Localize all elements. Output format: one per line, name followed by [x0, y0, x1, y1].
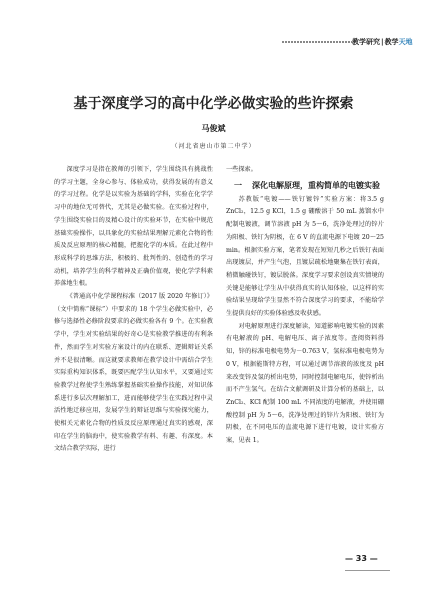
- body-paragraph: 《普通高中化学课程标准（2017 版 2020 年修订）》（文中简称“课标”）中要求的 18 个学生必做实验中，必修与选择性必修阶段要求的必做实验各有 9 个。在实验教学中，学生对实验结果的好奇心是实验教学推进的有利条件，然而学生对实验方案设计的内在联系、逻辑辩证关系并不是很清晰。而这就要求教师在教学设计中需结合学生实际重构知识体系，既要匹配学生认知水平，又要通过实验教学过程使学生熟练掌握基础实验操作技能，对知识体系进行多层次理解加工，进而能够使学生在实践过程中灵活性地迁移应用，发展学生的辩证思维与实验探究能力，使相关元素化合物的性质及反应原理通过真实的感观，深印在学生的脑海中，使实验教学有料、有趣、有深度。本文结合教学实际，进行: [54, 293, 213, 453]
- header-brand-a: 教学: [384, 38, 399, 46]
- body-paragraph: 苏教版“电镀——铁钉镀锌”实验方案：将3.5 g ZnCl₂，12.5 g KCl，1.5 g 硼酸溶于 50 mL 蒸馏水中配制电镀液，调节溶液 pH 为 5～6，洗净处理过的锌片为阳极、铁钉为阴极，在 6 V 的直流电源下电镀 20～25 min。根据实验方案，笔者发现在短短几秒之后铁钉表面出现镀层，并产生气泡，且镀层疏松地聚集在铁钉表面，稍微触碰铁钉，镀层脱落。深度学习要求创设真实情境的关键是能够让学生从中获得真实的认知体验，以这样的实验结果呈现给学生显然不符合深度学习的要求，不能给学生提供良好的实验体验感及收获感。: [226, 195, 384, 318]
- body-paragraph: 深度学习是指在教师的引领下，学生围绕具有挑战性的学习主题，全身心参与、体验成功，获得发展的有意义的学习过程。化学是以实验为基础的学科，实验在化学学习中的地位无可替代，无其是必做实验。在实验过程中，学生围绕实验目的及精心设计的实验环节，在实验中规范基础实验操作，以具象化的实验结果理解元素化合物的性质及反应原理的核心精髓，把握化学的本质。在此过程中形成科学的思维方法，积极的、批判性的、创造性的学习动机，培养学生的科学精神及正确价值观，使化学学科素养落地生根。: [54, 166, 213, 288]
- author-name: 马俊斌: [201, 124, 226, 133]
- header-brand-b: 天地: [398, 38, 413, 46]
- header-section-label: 教学研究: [352, 38, 380, 46]
- section-number: 一: [234, 180, 242, 190]
- header-separator: |: [381, 38, 384, 46]
- header-rule: [282, 41, 352, 43]
- section-title: 深化电解原理，重构简单的电镀实验: [252, 180, 380, 190]
- right-column: [226, 164, 384, 448]
- body-paragraph: 一些探索。: [226, 166, 257, 173]
- author-affiliation: （河北省唐山市第二中学）: [171, 143, 256, 150]
- footer-rule: [345, 570, 390, 571]
- section-heading: [226, 179, 384, 192]
- running-header: [352, 37, 413, 47]
- left-column: [54, 164, 213, 456]
- page-number: — 33 —: [345, 554, 378, 563]
- body-paragraph: 对电解原理进行深度解读，知道影响电镀实验的因素有电解液的 pH、电解电压、离子浓度等。查阅资料得知，锌的标准电极电势为－0.763 V，氢标准电极电势为 0 V，根据能斯特方程，可以通过调节溶液的浓度及 pH 来改变锌及氢的析出电势，同时控制电解电压，使锌析出而不产生氢气。在结合文献调研及计算分析的基础上，以 ZnCl₂、KCl 配制 100 mL 不同浓度的电解液，并使用硼酸控制 pH 为 5～6，洗净处理过的锌片为阳极、铁钉为阴极，在不同电压的直流电源下进行电镀，设计实验方案，见表 1。: [226, 322, 384, 445]
- article-title: 基于深度学习的高中化学必做实验的些许探索: [73, 96, 354, 112]
